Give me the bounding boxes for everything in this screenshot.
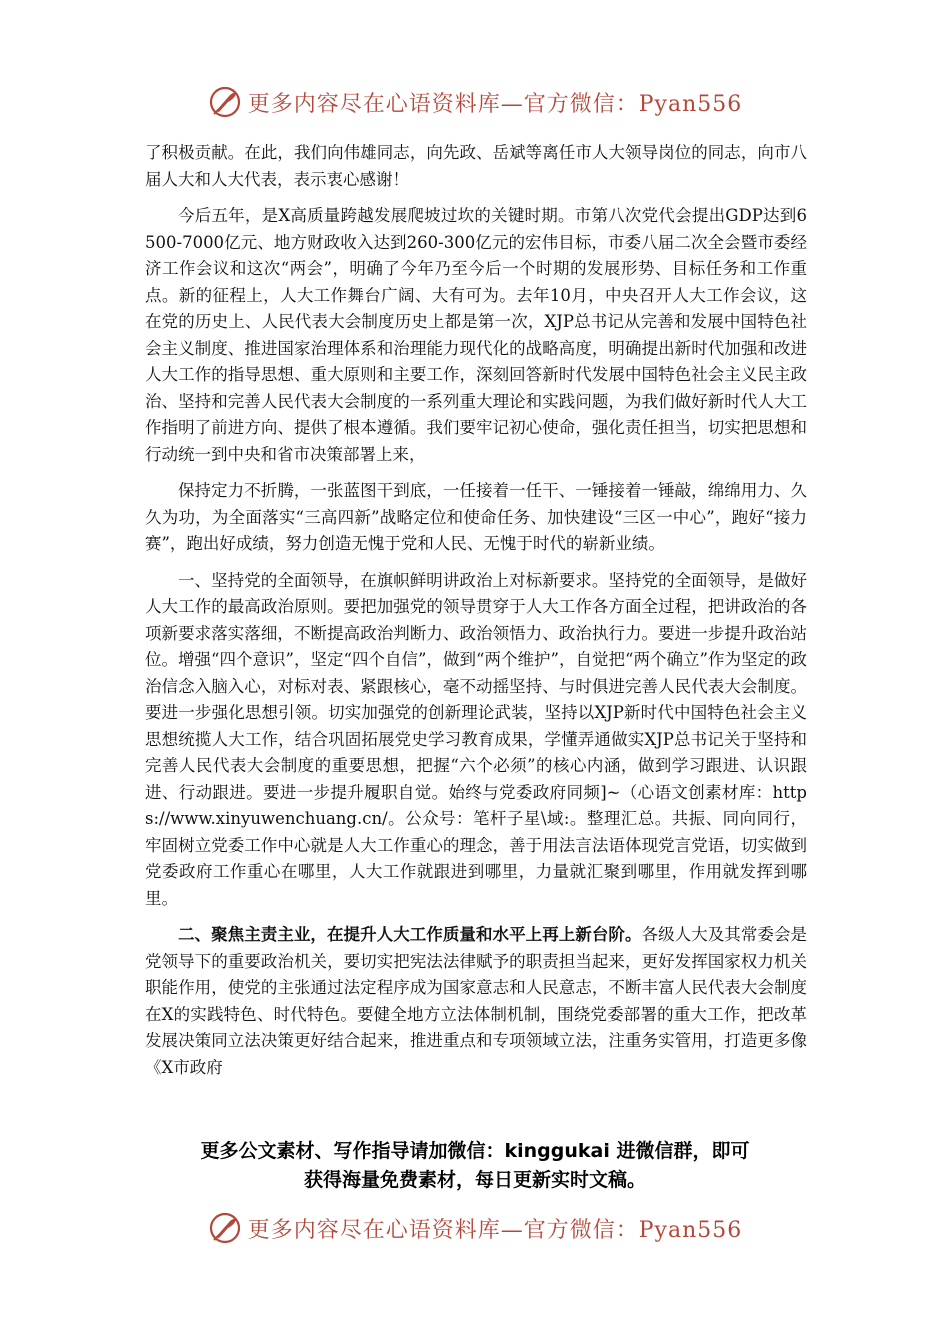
header-banner-wechat-id: Pyan556 — [638, 91, 743, 117]
paragraph-3: 保持定力不折腾，一张蓝图干到底，一任接着一任干、一锤接着一锤敲，绵绵用力、久久为功，为全面落实“三高四新”战略定位和使命任务、加快建设“三区一中心”，跑好“接力赛”，跑出好成绩，努力创造无愧于党和人民、无愧于时代的崭新业绩。 — [145, 481, 807, 553]
paragraph-section-1: 一、坚持党的全面领导，在旗帜鲜明讲政治上对标新要求。坚持党的全面领导，是做好人大工作的最高政治原则。要把加强党的领导贯穿于人大工作各方面全过程，把讲政治的各项新要求落实落细，不断提高政治判断力、政治领悟力、政治执行力。要进一步提升政治站位。增强“四个意识”，坚定“四个自信”，做到“两个维护”，自觉把“两个确立”作为坚定的政治信念入脑入心，对标对表、紧跟核心，毫不动摇坚持、与时俱进完善人民代表大会制度。要进一步强化思想引领。切实加强党的创新理论武装，坚持以XJP新时代中国特色社会主义思想统揽人大工作，结合巩固拓展党史学习教育成果，学懂弄通做实XJP总书记关于坚持和完善人民代表大会制度的重要思想，把握“六个必须”的核心内涵，做到学习跟进、认识跟进、行动跟进。要进一步提升履职自觉。始终与党委政府同频]~（心语文创素材库：https://www.xinyuwenchuang.cn/。公众号：笔杆子星\域:。整理汇总。共振、同向同行，牢固树立党委工作中心就是人大工作重心的理念，善于用法言法语体现党言党语，切实做到党委政府工作重心在哪里，人大工作就跟进到哪里，力量就汇聚到哪里，作用就发挥到哪里。 — [145, 570, 807, 908]
section-2-heading: 二、聚焦主责主业，在提升人大工作质量和水平上再上新台阶。 — [178, 925, 642, 944]
paragraph-2: 今后五年，是X高质量跨越发展爬坡过坎的关键时期。市第八次党代会提出GDP达到6500-7000亿元、地方财政收入达到260-300亿元的宏伟目标，市委八届二次全会暨市委经济工作会议和这次“两会”，明确了今年乃至今后一个时期的发展形势、目标任务和工作重点。新的征程上，人大工作舞台广阔、大有可为。去年10月，中央召开人大工作会议，这在党的历史上、人民代表大会制度历史上都是第一次，XJP总书记从完善和发展中国特色社会主义制度、推进国家治理体系和治理能力现代化的战略高度，明确提出新时代加强和改进人大工作的指导思想、重大原则和主要工作，深刻回答新时代发展中国特色社会主义民主政治、坚持和完善人民代表大会制度的一系列重大理论和实践问题，为我们做好新时代人大工作指明了前进方向、提供了根本遵循。我们要牢记初心使命，强化责任担当，切实把思想和行动统一到中央和省市决策部署上来， — [145, 206, 807, 464]
quill-pen-logo-icon — [208, 1211, 242, 1245]
quill-pen-logo-icon — [208, 85, 242, 119]
header-banner — [0, 82, 950, 122]
footer-banner-label: 更多内容尽在心语资料库—官方微信： — [247, 1217, 639, 1243]
section-2-text: 各级人大及其常委会是党领导下的重要政治机关，要切实把宪法法律赋予的职责担当起来，更好发挥国家权力机关职能作用，使党的主张通过法定程序成为国家意志和人民意志，不断丰富人民代表大会制度在X的实践特色、时代特色。要健全地方立法体制机制，围绕党委部署的重大工作，把改革发展决策同立法决策更好结合起来，推进重点和专项领域立法，注重务实管用，打造更多像《X市政府 — [145, 925, 808, 1077]
header-banner-label: 更多内容尽在心语资料库—官方微信： — [247, 91, 639, 117]
footer-banner — [0, 1208, 950, 1248]
promo-line-1: 更多公文素材、写作指导请加微信：kinggukai 进微信群，即可 — [200, 1140, 750, 1162]
header-banner-text — [248, 87, 743, 118]
paragraph-1: 了积极贡献。在此，我们向伟雄同志，向先政、岳斌等离任市人大领导岗位的同志，向市八届人大和人大代表，表示衷心感谢！ — [145, 143, 807, 189]
promo-notice — [0, 1137, 950, 1195]
footer-banner-text — [248, 1213, 743, 1244]
paragraph-section-2 — [145, 922, 807, 1081]
footer-banner-wechat-id: Pyan556 — [638, 1217, 743, 1243]
document-body — [145, 140, 807, 1091]
promo-line-2: 获得海量免费素材，每日更新实时文稿。 — [303, 1169, 646, 1191]
